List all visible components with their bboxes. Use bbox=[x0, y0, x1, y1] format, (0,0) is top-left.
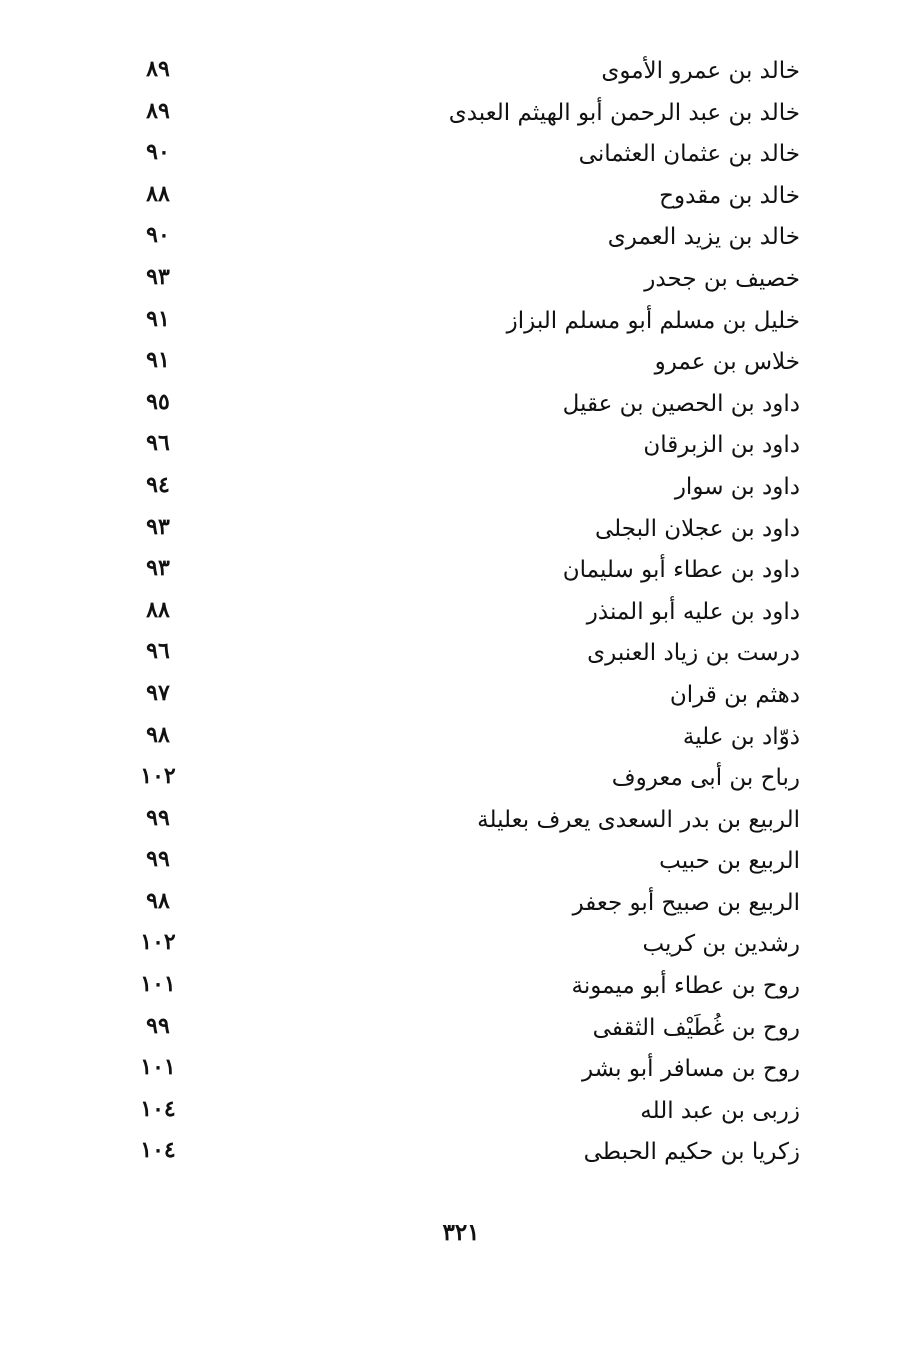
index-entry bbox=[120, 258, 800, 300]
entry-page-number: ٨٨ bbox=[146, 596, 170, 623]
index-entry bbox=[120, 1007, 800, 1049]
index-entry bbox=[120, 175, 800, 217]
entry-page-number: ٩٣ bbox=[146, 263, 170, 290]
index-entry bbox=[120, 591, 800, 633]
name-index-list bbox=[120, 50, 800, 1173]
index-entry bbox=[120, 508, 800, 550]
entry-name: داود بن سوار bbox=[674, 473, 800, 500]
entry-page-number: ٩١ bbox=[146, 347, 170, 374]
index-entry bbox=[120, 632, 800, 674]
entry-page-number: ٩٥ bbox=[146, 388, 170, 415]
entry-name: روح بن غُطَيْف الثقفى bbox=[592, 1014, 800, 1041]
entry-name: خلاس بن عمرو bbox=[654, 349, 800, 376]
entry-page-number: ٩٤ bbox=[146, 471, 170, 498]
entry-page-number: ٩٩ bbox=[146, 804, 170, 831]
entry-name: داود بن الحصين بن عقيل bbox=[562, 390, 800, 417]
entry-page-number: ١٠٤ bbox=[140, 1095, 176, 1122]
index-entry bbox=[120, 965, 800, 1007]
entry-name: داود بن الزبرقان bbox=[643, 432, 800, 459]
entry-name: خالد بن عمرو الأموى bbox=[601, 58, 800, 84]
index-entry bbox=[120, 882, 800, 924]
entry-page-number: ٩٩ bbox=[146, 1012, 170, 1039]
index-entry bbox=[120, 383, 800, 425]
entry-page-number: ٨٨ bbox=[146, 180, 170, 207]
entry-name: خصيف بن جحدر bbox=[644, 265, 800, 292]
entry-name: الربيع بن حبيب bbox=[659, 848, 800, 875]
index-entry bbox=[120, 341, 800, 383]
entry-page-number: ٩٠ bbox=[146, 139, 170, 166]
entry-name: خليل بن مسلم أبو مسلم البزاز bbox=[506, 307, 800, 334]
entry-page-number: ٩٨ bbox=[146, 721, 170, 748]
index-entry bbox=[120, 1131, 800, 1173]
index-entry bbox=[120, 216, 800, 258]
entry-page-number: ٩٣ bbox=[146, 513, 170, 540]
index-entry bbox=[120, 92, 800, 134]
index-entry bbox=[120, 424, 800, 466]
entry-name: داود بن عجلان البجلى bbox=[595, 515, 800, 542]
entry-page-number: ٩٩ bbox=[146, 846, 170, 873]
entry-page-number: ١٠٢ bbox=[140, 929, 176, 956]
entry-page-number: ٩٣ bbox=[146, 555, 170, 582]
entry-name: روح بن عطاء أبو ميمونة bbox=[571, 973, 800, 1000]
entry-page-number: ٩٦ bbox=[146, 430, 170, 457]
entry-name: رشدين بن كريب bbox=[642, 931, 800, 958]
index-entry bbox=[120, 1048, 800, 1090]
entry-name: زربى بن عبد الله bbox=[640, 1097, 800, 1124]
index-entry bbox=[120, 300, 800, 342]
entry-page-number: ٩٨ bbox=[146, 887, 170, 914]
index-entry bbox=[120, 466, 800, 508]
entry-page-number: ١٠١ bbox=[140, 1054, 176, 1081]
index-entry bbox=[120, 716, 800, 758]
entry-name: روح بن مسافر أبو بشر bbox=[581, 1056, 800, 1083]
entry-name: ذوّاد بن علية bbox=[682, 723, 800, 750]
index-entry bbox=[120, 50, 800, 92]
entry-page-number: ٨٩ bbox=[146, 56, 170, 82]
entry-name: زكريا بن حكيم الحبطى bbox=[583, 1139, 800, 1166]
index-entry bbox=[120, 799, 800, 841]
entry-name: الربيع بن بدر السعدى يعرف بعليلة bbox=[477, 806, 800, 833]
entry-name: خالد بن مقدوح bbox=[659, 182, 800, 209]
entry-name: خالد بن عبد الرحمن أبو الهيثم العبدى bbox=[448, 99, 800, 126]
entry-page-number: ٩٠ bbox=[146, 222, 170, 249]
entry-name: داود بن عليه أبو المنذر bbox=[586, 598, 800, 625]
entry-name: خالد بن يزيد العمرى bbox=[607, 224, 800, 251]
entry-page-number: ٩٧ bbox=[146, 679, 170, 706]
entry-page-number: ١٠٢ bbox=[140, 763, 176, 790]
index-entry bbox=[120, 840, 800, 882]
entry-name: خالد بن عثمان العثمانى bbox=[578, 141, 800, 168]
entry-name: داود بن عطاء أبو سليمان bbox=[562, 557, 800, 584]
entry-name: الربيع بن صبيح أبو جعفر bbox=[572, 889, 800, 916]
entry-page-number: ٨٩ bbox=[146, 97, 170, 124]
index-entry bbox=[120, 133, 800, 175]
index-entry bbox=[120, 674, 800, 716]
index-entry bbox=[120, 757, 800, 799]
entry-name: رباح بن أبى معروف bbox=[611, 765, 800, 792]
entry-page-number: ٩١ bbox=[146, 305, 170, 332]
index-entry bbox=[120, 923, 800, 965]
entry-page-number: ١٠٤ bbox=[140, 1137, 176, 1164]
entry-page-number: ١٠١ bbox=[140, 971, 176, 998]
index-entry bbox=[120, 549, 800, 591]
entry-page-number: ٩٦ bbox=[146, 638, 170, 665]
index-entry bbox=[120, 1090, 800, 1132]
entry-name: درست بن زياد العنبرى bbox=[587, 640, 800, 667]
entry-name: دهثم بن قران bbox=[669, 681, 800, 708]
page-number: ٣٢١ bbox=[442, 1219, 480, 1246]
